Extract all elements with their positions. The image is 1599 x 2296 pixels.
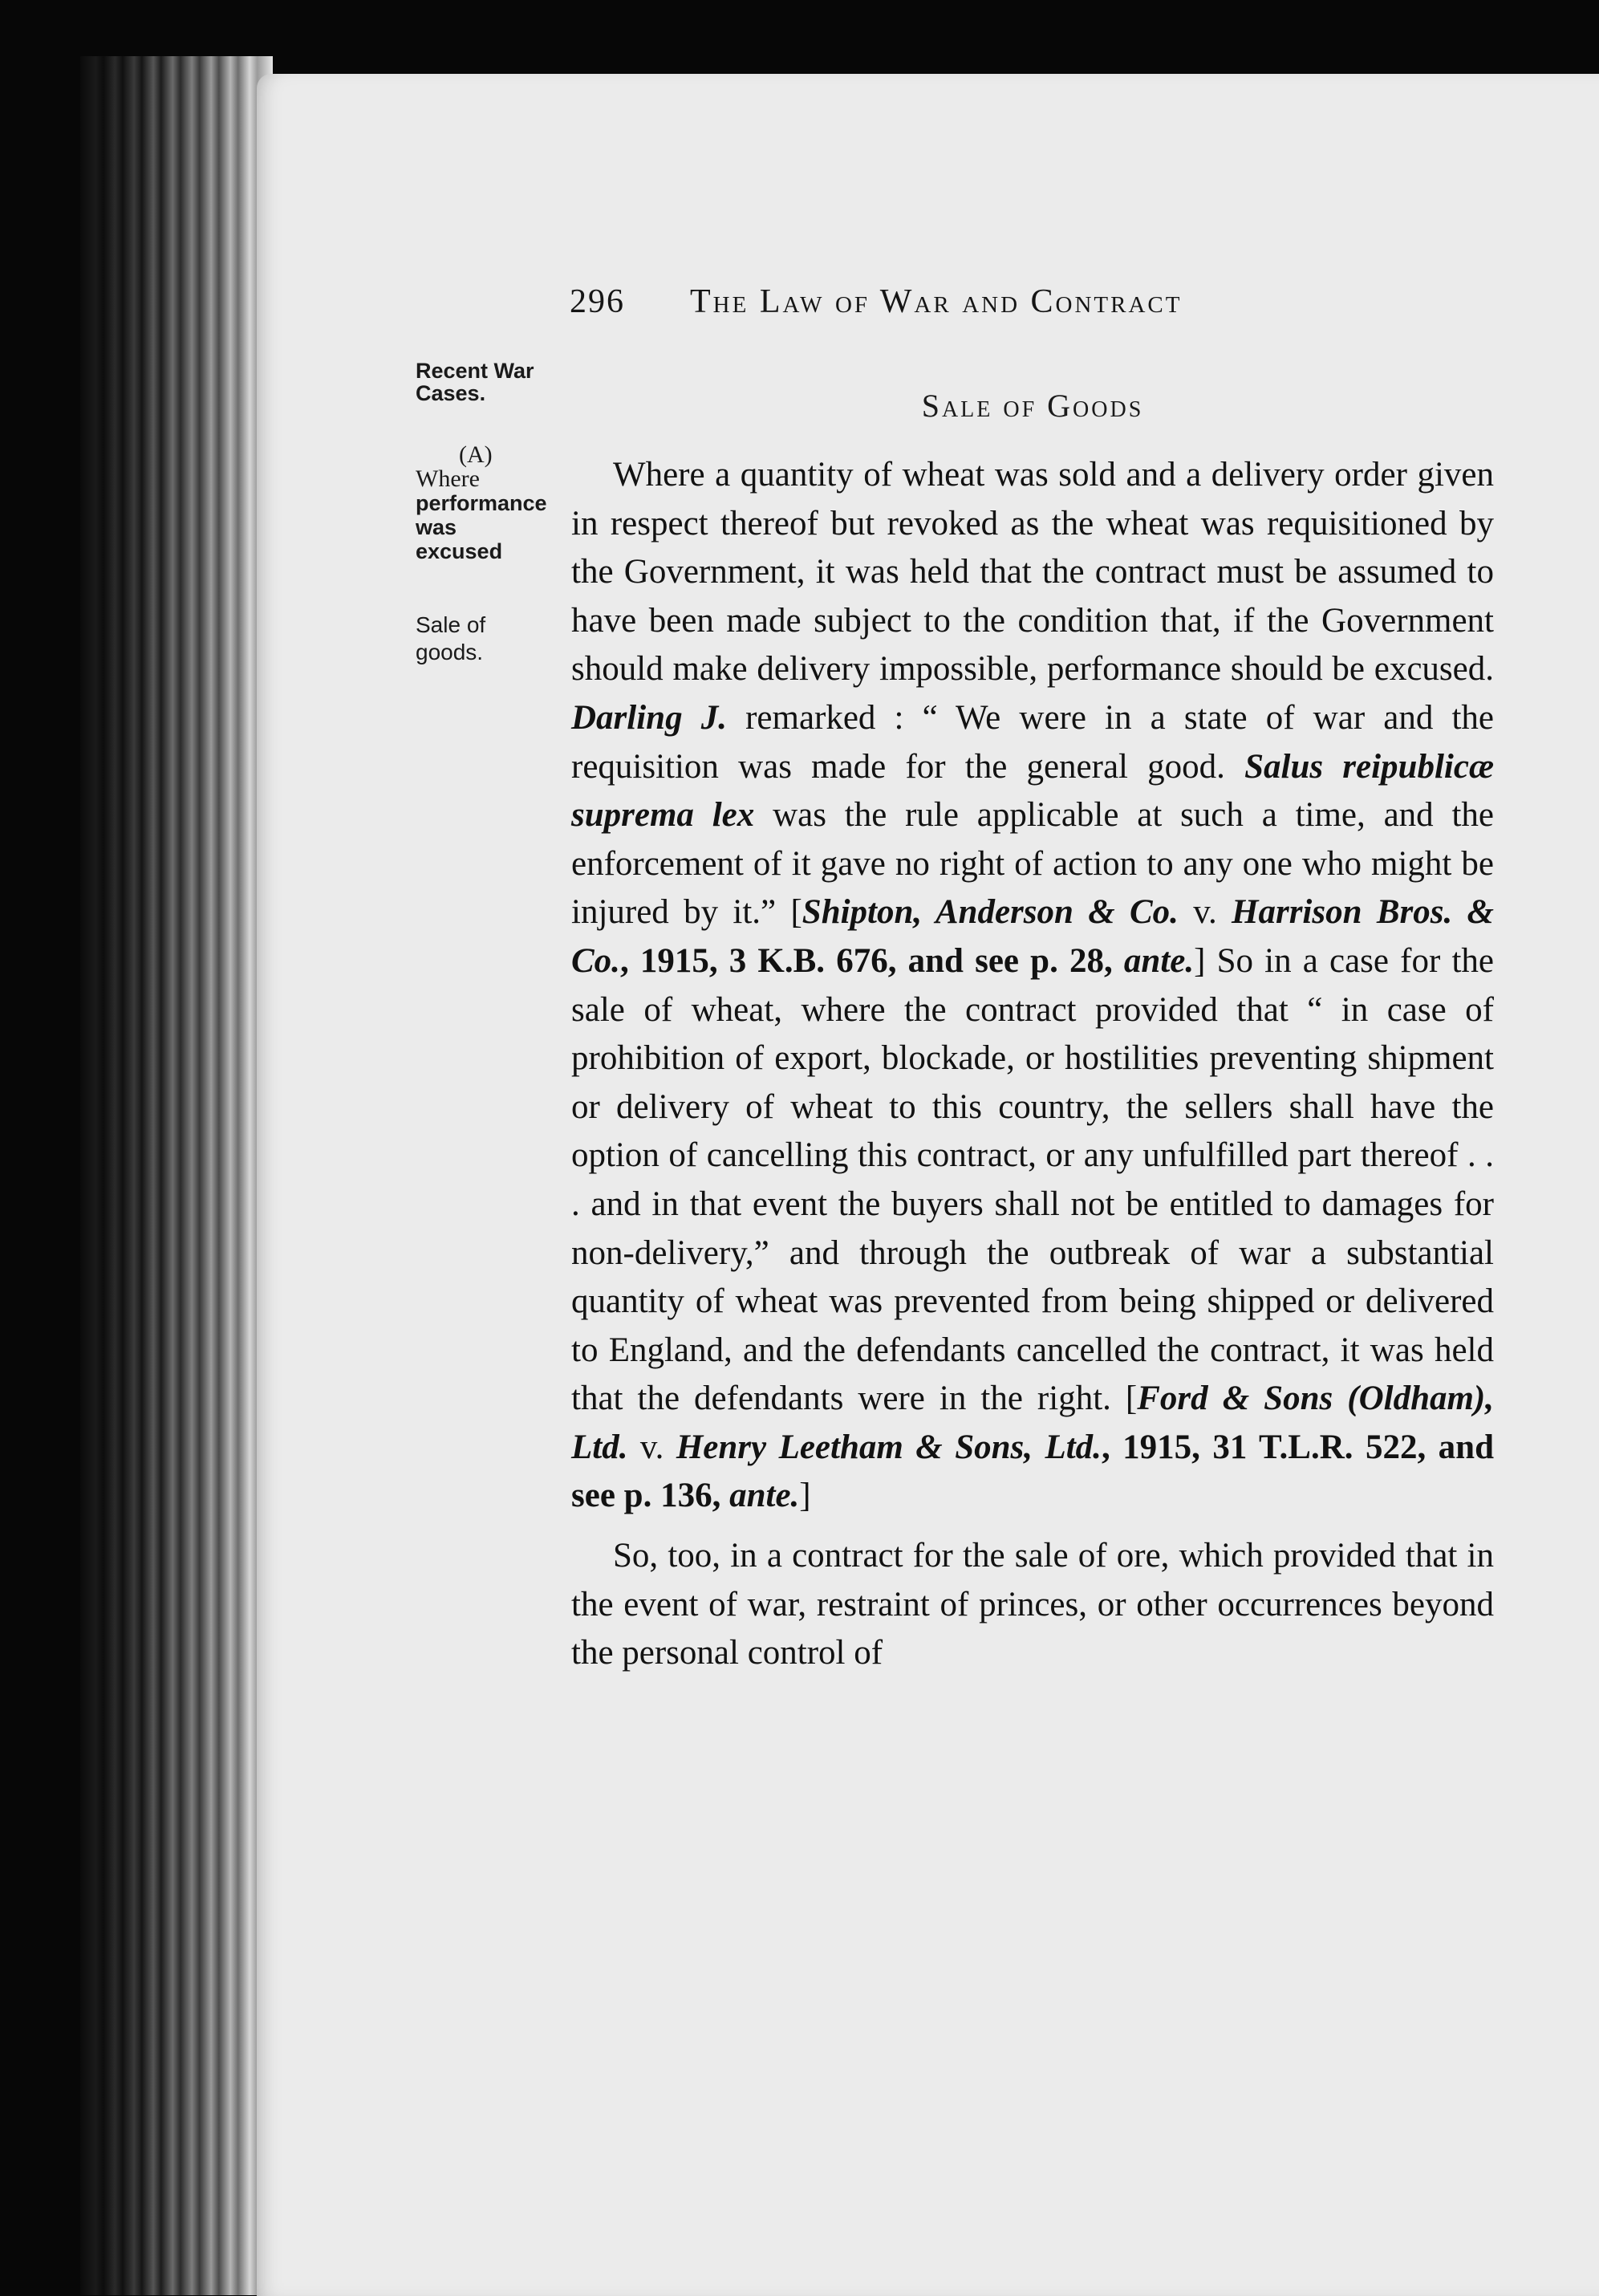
paragraph-1-text-a: Where a quantity of wheat was sold and a delivery order given in respect thereof but revoked as the wheat was requisitioned by the Government, it was held that the contract must be assumed to have been made subject to the condition that, if the Government should make delivery impossible, performance should be excused. <box>571 456 1494 689</box>
case-citation-1b: Harrison Bros. & Co. <box>571 893 1494 980</box>
paragraph-1 <box>571 451 1494 1521</box>
paragraph-1-text-c: was the rule applicable at such a time, and the enforcement of it gave no right of action to any one who might be injured by it.” [ <box>571 796 1495 932</box>
case-citation-1a: Shipton, Anderson & Co. <box>802 893 1179 932</box>
running-head <box>570 282 1372 331</box>
book-page-edges <box>80 56 273 2295</box>
margin-note-recent-war-cases: Recent War Cases. <box>416 359 534 405</box>
paragraph-2: So, too, in a contract for the sale of ore, which provided that in the event of war, restraint of princes, or other occurrences beyond the personal control of <box>571 1537 1494 1672</box>
body-text <box>571 451 1494 1678</box>
case-citation-2a: Ford & Sons (Oldham), Ltd. <box>571 1380 1494 1466</box>
ante-2: ante. <box>729 1477 800 1515</box>
section-heading: Sale of Goods <box>921 388 1144 424</box>
margin-note-performance-excused <box>416 441 547 563</box>
latin-maxim: Salus reipublicæ suprema lex <box>571 747 1495 835</box>
case-citation-2b: Henry Leetham & Sons, Ltd. <box>676 1428 1102 1466</box>
page-number: 296 <box>570 283 625 320</box>
ante-1: ante. <box>1123 941 1195 980</box>
judge-name: Darling J. <box>571 698 727 737</box>
paragraph-1-text-f: v. <box>627 1428 676 1466</box>
margin-notes <box>416 359 547 666</box>
paragraph-1-text-e: ] So in a case for the sale of wheat, where the contract provided that “ in case of prohibition of export, blockade, or hostilities preventing shipment or delivery of wheat to this country, the sellers shall have the option of cancelling this contract, or any unfulfilled part thereof . . . and in that event the buyers shall not be entitled to damages for non-delivery,” and through the outbreak of war a substantial quantity of wheat was prevented from being shipped or delivered to England, and the defendants cancelled the contract, it was held that the defendants were in the right. [ <box>571 941 1494 1418</box>
margin-note-a-where: Where <box>416 465 480 492</box>
paragraph-1-text-b: remarked : “ We were in a state of war and the requisition was made for the general good. <box>571 698 1494 786</box>
running-title: The Law of War and Contract <box>690 283 1183 320</box>
margin-note-a-rest: performance was excused <box>416 491 547 563</box>
citation-reference-1: , 1915, 3 K.B. 676, and see p. 28, <box>619 941 1124 980</box>
margin-note-a-label: (A) <box>459 441 493 468</box>
citation-reference-2: , 1915, 31 T.L.R. 522, and see p. 136, <box>571 1428 1495 1515</box>
margin-note-sale-of-goods: Sale of goods. <box>416 612 486 664</box>
paragraph-1-text-d: v. <box>1178 893 1232 932</box>
paragraph-1-text-g: ] <box>799 1477 811 1515</box>
